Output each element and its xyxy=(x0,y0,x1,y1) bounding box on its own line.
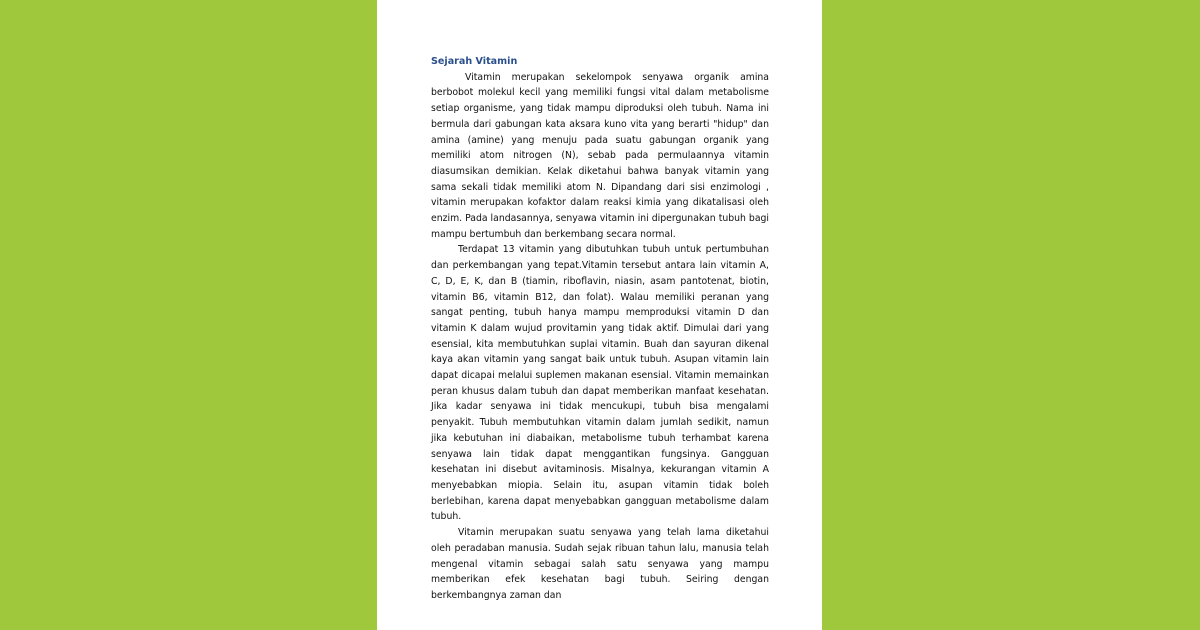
page-content xyxy=(431,54,769,604)
document-page xyxy=(377,0,822,630)
paragraph-1: Vitamin merupakan sekelompok senyawa organik amina berbobot molekul kecil yang memiliki fungsi vital dalam metabolisme setiap organisme, yang tidak mampu diproduksi oleh tubuh. Nama ini bermula dari gabungan kata aksara kuno vita yang berarti "hidup" dan amina (amine) yang menuju pada suatu gabungan organik yang memiliki atom nitrogen (N), sebab pada permulaannya vitamin diasumsikan demikian. Kelak diketahui bahwa banyak vitamin yang sama sekali tidak memiliki atom N. Dipandang dari sisi enzimologi , vitamin merupakan kofaktor dalam reaksi kimia yang dikatalisasi oleh enzim. Pada landasannya, senyawa vitamin ini dipergunakan tubuh bagi mampu bertumbuh dan berkembang secara normal. xyxy=(431,71,769,240)
paragraph-3: Vitamin merupakan suatu senyawa yang telah lama diketahui oleh peradaban manusia. Sudah sejak ribuan tahun lalu, manusia telah mengenal vitamin sebagai salah satu senyawa yang mampu memberikan efek kesehatan bagi tubuh. Seiring dengan berkembangnya zaman dan xyxy=(431,527,769,601)
paragraph-2: Terdapat 13 vitamin yang dibutuhkan tubuh untuk pertumbuhan dan perkembangan yang tepat.Vitamin tersebut antara lain vitamin A, C, D, E, K, dan B (tiamin, riboflavin, niasin, asam pantotenat, biotin, vitamin B6, vitamin B12, dan folat). Walau memiliki peranan yang sangat penting, tubuh hanya mampu memproduksi vitamin D dan vitamin K dalam wujud provitamin yang tidak aktif. Dimulai dari yang esensial, kita membutuhkan suplai vitamin. Buah dan sayuran dikenal kaya akan vitamin yang sangat baik untuk tubuh. Asupan vitamin lain dapat dicapai melalui suplemen makanan esensial. Vitamin memainkan peran khusus dalam tubuh dan dapat memberikan manfaat kesehatan. Jika kadar senyawa ini tidak mencukupi, tubuh bisa mengalami penyakit. Tubuh membutuhkan vitamin dalam jumlah sedikit, namun jika kebutuhan ini diabaikan, metabolisme tubuh terhambat karena senyawa lain tidak dapat menggantikan fungsinya. Gangguan kesehatan ini disebut avitaminosis. Misalnya, kekurangan vitamin A menyebabkan miopia. Selain itu, asupan vitamin tidak boleh berlebihan, karena dapat menyebabkan gangguan metabolisme dalam tubuh. xyxy=(431,244,769,523)
section-heading: Sejarah Vitamin xyxy=(431,56,518,67)
